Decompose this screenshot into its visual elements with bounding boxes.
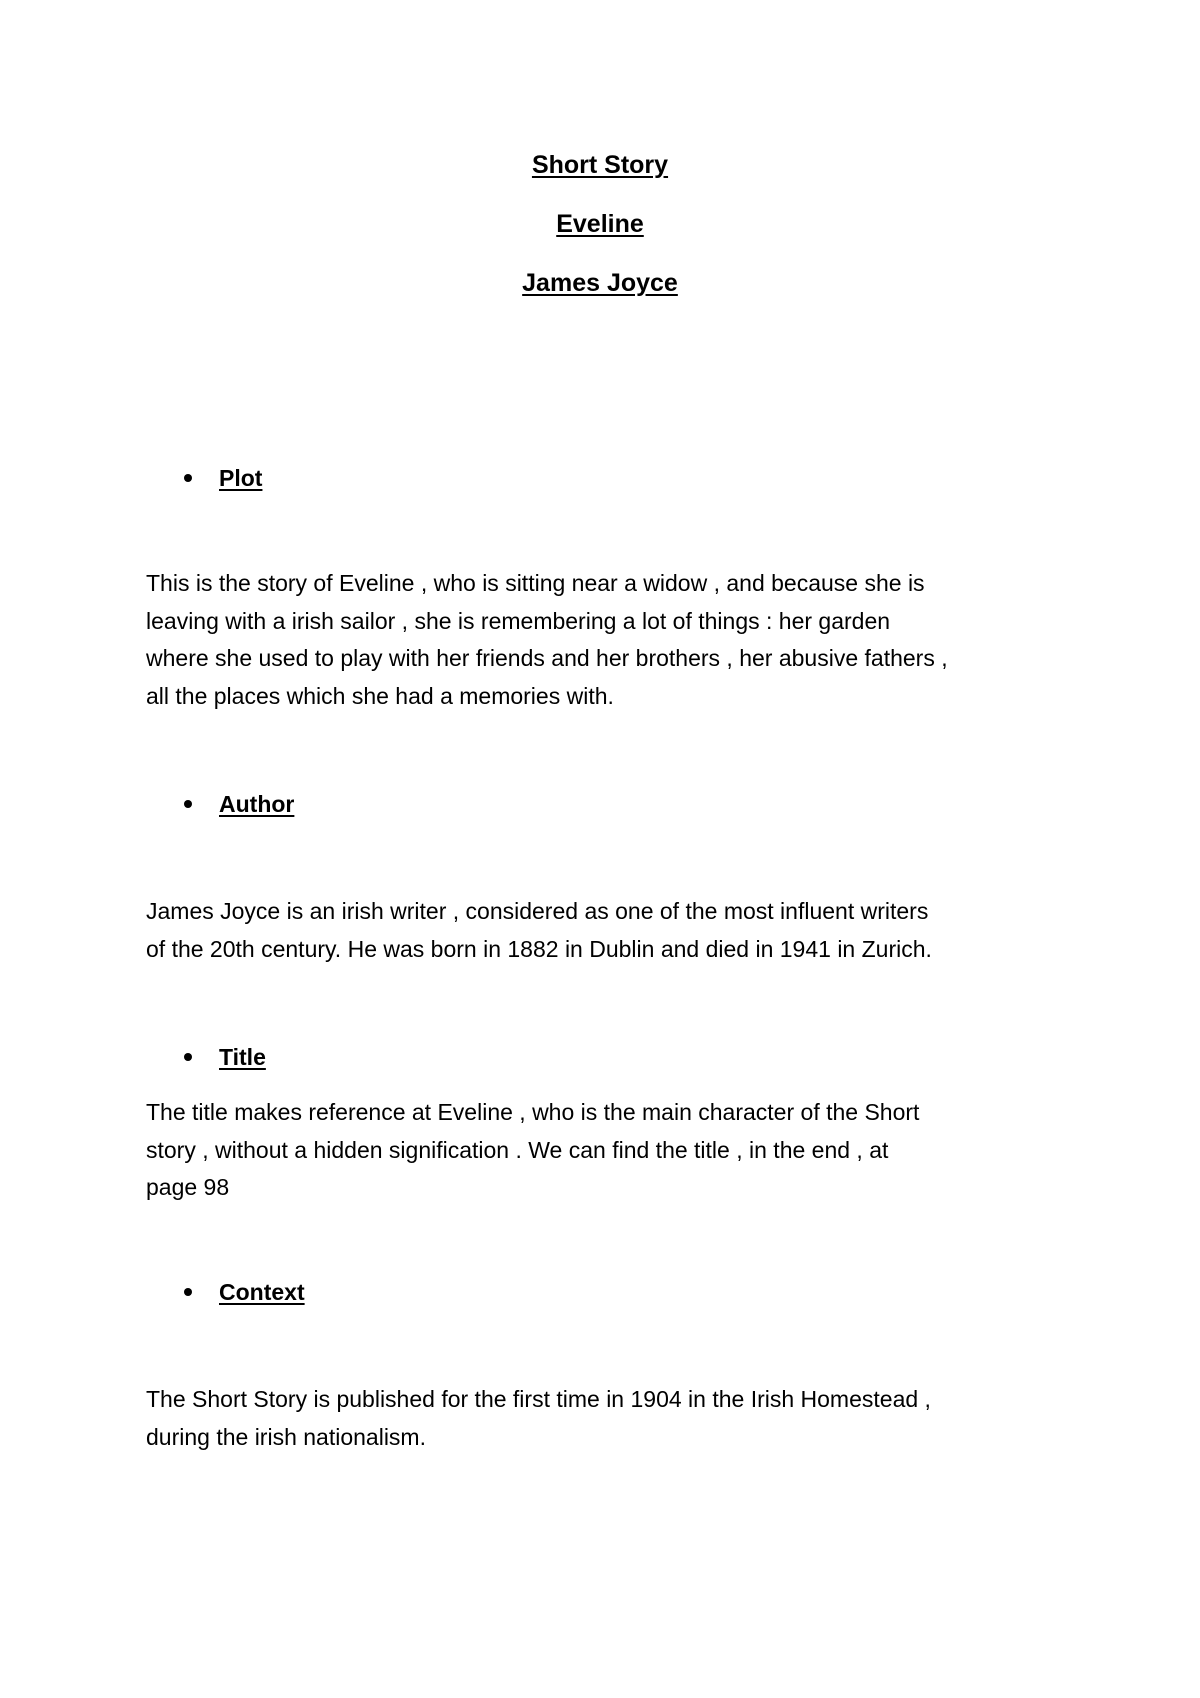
paragraph-line: leaving with a irish sailor , she is remembering a lot of things : her garden (146, 607, 891, 634)
paragraph-line: where she used to play with her friends and her brothers , her abusive fathers , (146, 645, 948, 671)
document-title-genre: Short Story (531, 151, 669, 179)
section-heading-context (184, 1278, 305, 1306)
section-paragraph-title (146, 1094, 1076, 1207)
section-heading-title (184, 1043, 266, 1071)
paragraph-line: This is the story of Eveline , who is sitting near a widow , and because she is (146, 570, 925, 596)
paragraph-line: of the 20th century. He was born in 1882 in Dublin and died in 1941 in Zurich. (146, 935, 932, 962)
section-paragraph-plot (146, 565, 1076, 715)
paragraph-line: during the irish nationalism. (146, 1423, 426, 1450)
section-paragraph-context (146, 1381, 1076, 1456)
paragraph-line: The Short Story is published for the first time in 1904 in the Irish Homestead , (146, 1386, 931, 1412)
section-heading-label: Context (219, 1279, 305, 1305)
paragraph-line: all the places which she had a memories with. (146, 682, 614, 709)
section-paragraph-author (146, 893, 1076, 968)
paragraph-line: story , without a hidden signification . We can find the title , in the end , at (146, 1136, 889, 1163)
bullet-icon (184, 800, 192, 808)
section-heading-plot (184, 464, 262, 492)
section-heading-author (184, 790, 294, 818)
section-heading-label: Plot (219, 465, 263, 491)
paragraph-line: The title makes reference at Eveline , who is the main character of the Short (146, 1099, 920, 1125)
section-heading-label: Author (219, 791, 295, 817)
bullet-icon (184, 1288, 192, 1296)
bullet-icon (184, 474, 192, 482)
paragraph-line: page 98 (146, 1174, 230, 1200)
document-title-story: Eveline (556, 210, 644, 238)
paragraph-line: James Joyce is an irish writer , considered as one of the most influent writers (146, 898, 929, 924)
document-title-author: James Joyce (522, 269, 678, 297)
bullet-icon (184, 1053, 192, 1061)
section-heading-label: Title (219, 1044, 266, 1070)
